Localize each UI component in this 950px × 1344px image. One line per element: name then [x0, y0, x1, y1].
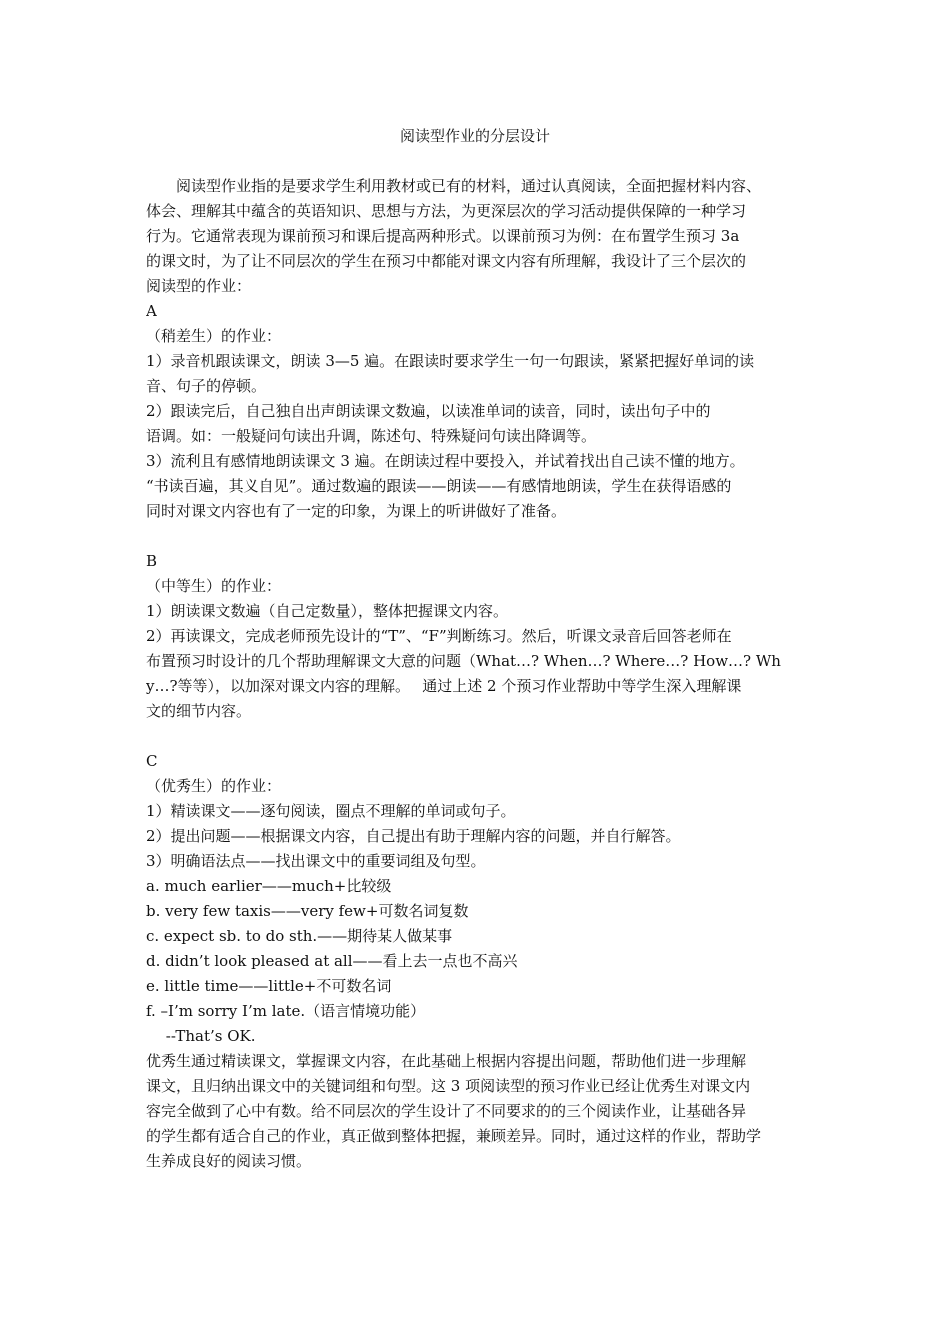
body-line: f. –I’m sorry I’m late.（语言情境功能） — [146, 1002, 426, 1020]
body-line: （稍差生）的作业： — [146, 327, 282, 345]
body-line: B — [146, 552, 158, 570]
body-line: 的课文时，为了让不同层次的学生在预习中都能对课文内容有所理解，我设计了三个层次的 — [146, 252, 747, 270]
body-line: 2）跟读完后，自己独自出声朗读课文数遍，以读准单词的读音，同时，读出句子中的 — [146, 402, 711, 420]
body-line: 课文，且归纳出课文中的关键词组和句型。这 3 项阅读型的预习作业已经让优秀生对课文内 — [146, 1077, 751, 1095]
body-line: d. didn’t look pleased at all——看上去一点也不高兴 — [146, 952, 518, 970]
body-line: c. expect sb. to do sth.——期待某人做某事 — [146, 927, 453, 945]
body-line: 2）再读课文，完成老师预先设计的“T”、“F”判断练习。然后，听课文录音后回答老师在 — [146, 627, 732, 645]
document-body — [146, 174, 816, 1174]
body-line: y…?等等），以加深对课文内容的理解。 通过上述 2 个预习作业帮助中等学生深入理解课 — [146, 677, 742, 695]
body-line: （中等生）的作业： — [146, 577, 282, 595]
body-line: 1）精读课文——逐句阅读，圈点不理解的单词或句子。 — [146, 802, 516, 820]
body-line: e. little time——little+不可数名词 — [146, 977, 392, 995]
body-line: a. much earlier——much+比较级 — [146, 877, 392, 895]
body-line: “书读百遍，其义自见”。通过数遍的跟读——朗读——有感情地朗读，学生在获得语感的 — [146, 477, 732, 495]
body-line: 3）流利且有感情地朗读课文 3 遍。在朗读过程中要投入，并试着找出自己读不懂的地方。 — [146, 452, 745, 470]
body-line: 音、句子的停顿。 — [146, 377, 267, 395]
body-line: --That’s OK. — [146, 1027, 256, 1045]
body-line: 同时对课文内容也有了一定的印象，为课上的听讲做好了准备。 — [146, 502, 567, 520]
body-line: b. very few taxis——very few+可数名词复数 — [146, 902, 469, 920]
body-line: 行为。它通常表现为课前预习和课后提高两种形式。以课前预习为例：在布置学生预习 3a — [146, 227, 740, 245]
body-line: A — [146, 302, 157, 320]
body-line: 阅读型的作业： — [146, 277, 252, 295]
body-line: 语调。如：一般疑问句读出升调，陈述句、特殊疑问句读出降调等。 — [146, 427, 597, 445]
body-line: 体会、理解其中蕴含的英语知识、思想与方法，为更深层次的学习活动提供保障的一种学习 — [146, 202, 747, 220]
body-line: 1）朗读课文数遍（自己定数量），整体把握课文内容。 — [146, 602, 509, 620]
body-line: 的学生都有适合自己的作业，真正做到整体把握，兼顾差异。同时，通过这样的作业，帮助学 — [146, 1127, 762, 1145]
body-line: 布置预习时设计的几个帮助理解课文大意的问题（What…? When…? Where…? How…? Wh — [146, 652, 781, 670]
blank-line — [146, 524, 816, 549]
body-line: 容完全做到了心中有数。给不同层次的学生设计了不同要求的的三个阅读作业，让基础各异 — [146, 1102, 747, 1120]
body-line: 1）录音机跟读课文，朗读 3—5 遍。在跟读时要求学生一句一句跟读，紧紧把握好单词的读 — [146, 352, 755, 370]
blank-line — [146, 724, 816, 749]
document-title: 阅读型作业的分层设计 — [399, 127, 550, 145]
body-line: 文的细节内容。 — [146, 702, 252, 720]
body-line: 3）明确语法点——找出课文中的重要词组及句型。 — [146, 852, 486, 870]
body-line: （优秀生）的作业： — [146, 777, 282, 795]
body-line: 生养成良好的阅读习惯。 — [146, 1152, 312, 1170]
body-line: 优秀生通过精读课文，掌握课文内容，在此基础上根据内容提出问题，帮助他们进一步理解 — [146, 1052, 747, 1070]
body-line: 阅读型作业指的是要求学生利用教材或已有的材料，通过认真阅读，全面把握材料内容、 — [146, 177, 762, 195]
body-line: C — [146, 752, 158, 770]
body-line: 2）提出问题——根据课文内容，自己提出有助于理解内容的问题，并自行解答。 — [146, 827, 681, 845]
